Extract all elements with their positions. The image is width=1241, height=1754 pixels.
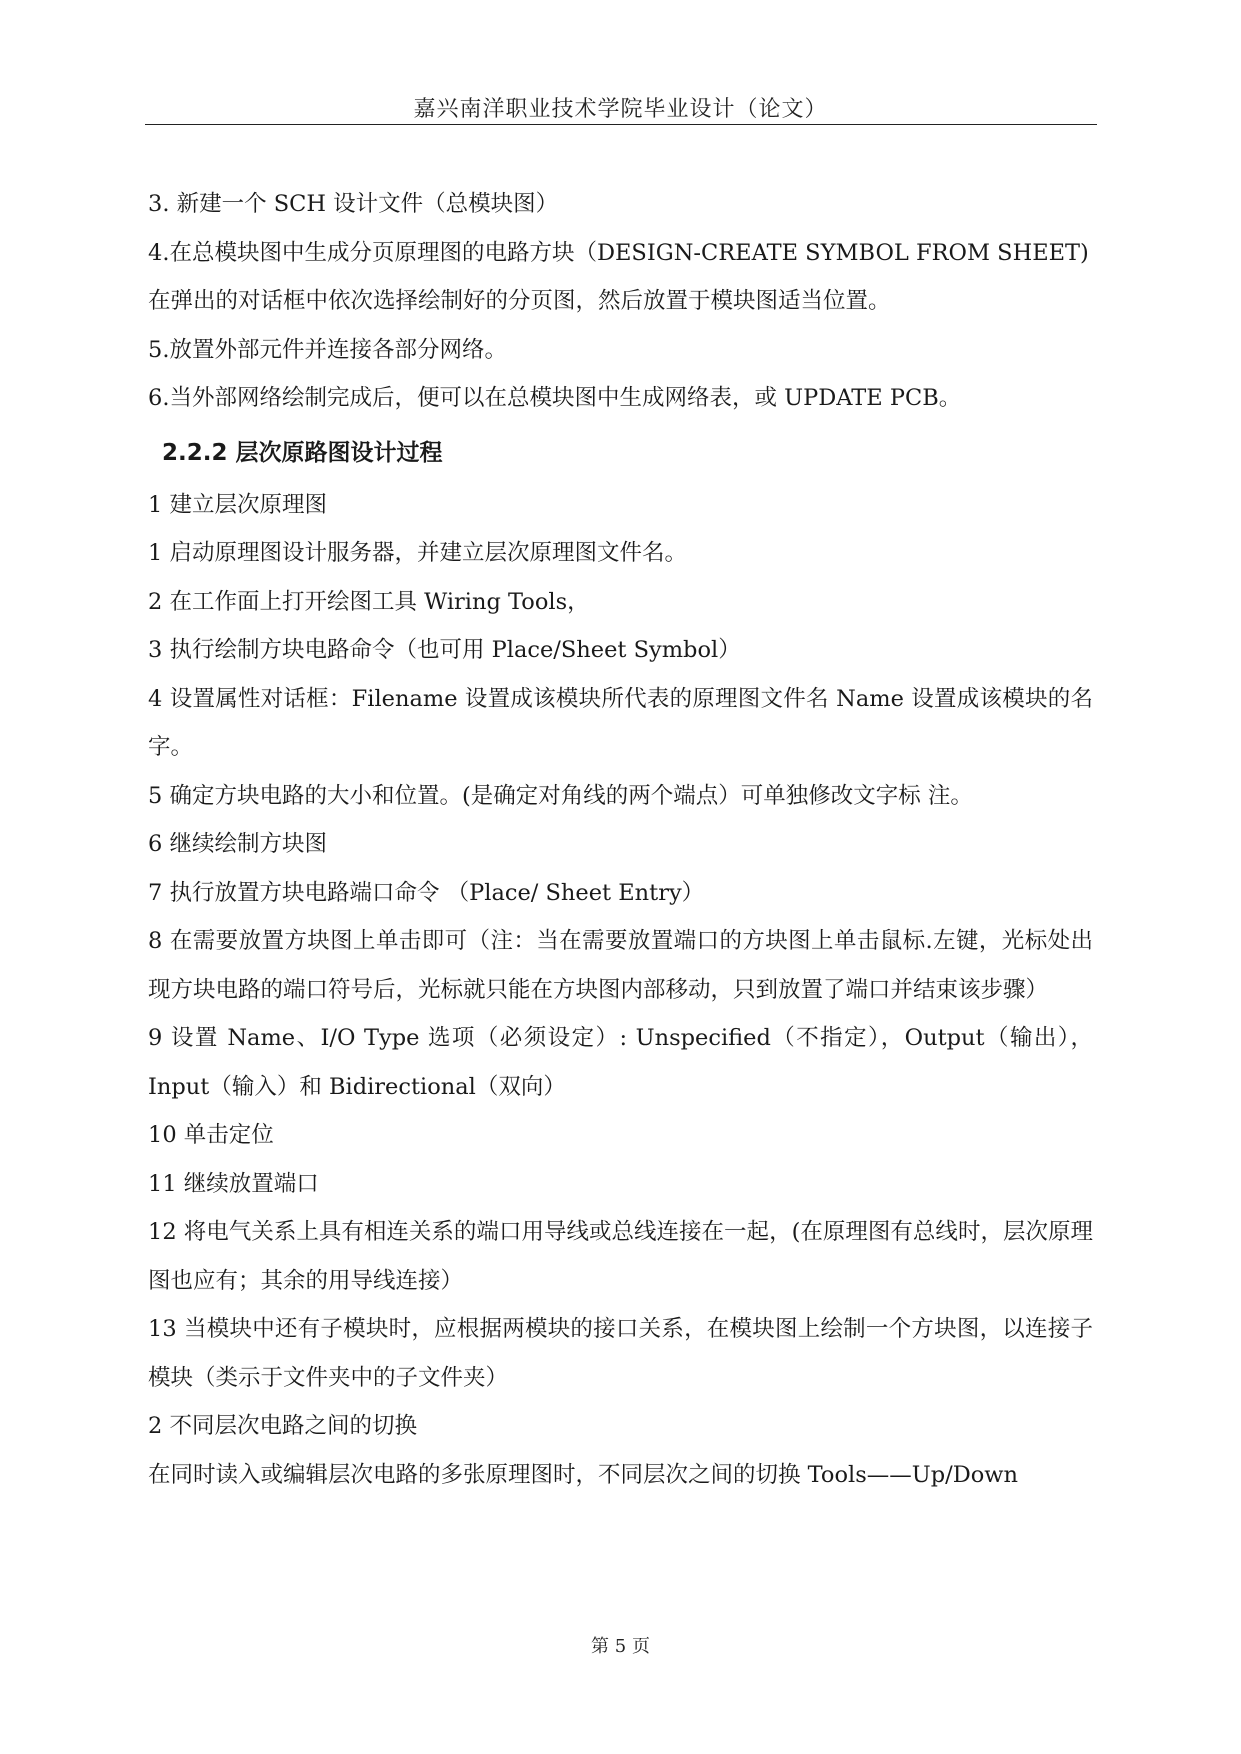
paragraph: 在同时读入或编辑层次电路的多张原理图时，不同层次之间的切换 Tools——Up/Down [148,1461,1019,1488]
section-heading: 2.2.2 层次原路图设计过程 [162,439,443,466]
paragraph: 13 当模块中还有子模块时，应根据两模块的接口关系，在模块图上绘制一个方块图，以连接子模块（类示于文件夹中的子文件夹） [148,1316,1093,1391]
paragraph: 6.当外部网络绘制完成后，便可以在总模块图中生成网络表，或 UPDATE PCB。 [148,385,962,411]
paragraph: 5 确定方块电路的大小和位置。(是确定对角线的两个端点）可单独修改文字标 注。 [148,782,973,809]
page-header: 嘉兴南洋职业技术学院毕业设计（论文） [413,97,828,122]
paragraph: 4 设置属性对话框：Filename 设置成该模块所代表的原理图文件名 Name 设置成该模块的名 字。 [148,685,1093,760]
paragraph: 12 将电气关系上具有相连关系的端口用导线或总线连接在一起，(在原理图有总线时，层次原理图也应有；其余的用导线连接） [148,1219,1093,1294]
paragraph: 2 在工作面上打开绘图工具 Wiring Tools， [148,588,590,615]
paragraph: 在弹出的对话框中依次选择绘制好的分页图，然后放置于模块图适当位置。 [148,288,891,314]
paragraph: 5.放置外部元件并连接各部分网络。 [148,336,507,363]
paragraph: 8 在需要放置方块图上单击即可（注：当在需要放置端口的方块图上单击鼠标.左键，光标处出现方块电路的端口符号后，光标就只能在方块图内部移动，只到放置了端口并结束该步骤） [148,928,1093,1003]
paragraph: 7 执行放置方块电路端口命令 （Place/ Sheet Entry） [148,879,705,906]
paragraph: 3. 新建一个 SCH 设计文件（总模块图） [148,191,559,217]
paragraph: 11 继续放置端口 [148,1170,319,1197]
page-number: 第 5 页 [591,1636,650,1657]
paragraph: 6 继续绘制方块图 [148,831,327,857]
document-body [148,180,1093,1499]
paragraph: 9 设置 Name、I/O Type 选项（必须设定）: Unspecified（不指定），Output（输出），Input（输入）和 Bidirectional（双向） [148,1025,1093,1100]
paragraph: 10 单击定位 [148,1122,274,1148]
paragraph: 4.在总模块图中生成分页原理图的电路方块（DESIGN-CREATE SYMBOL FROM SHEET) [148,239,1089,266]
paragraph: 1 启动原理图设计服务器，并建立层次原理图文件名。 [148,540,687,566]
paragraph: 3 执行绘制方块电路命令（也可用 Place/Sheet Symbol） [148,637,741,663]
paragraph: 2 不同层次电路之间的切换 [148,1413,417,1439]
paragraph: 1 建立层次原理图 [148,491,327,518]
header-divider [145,124,1097,125]
